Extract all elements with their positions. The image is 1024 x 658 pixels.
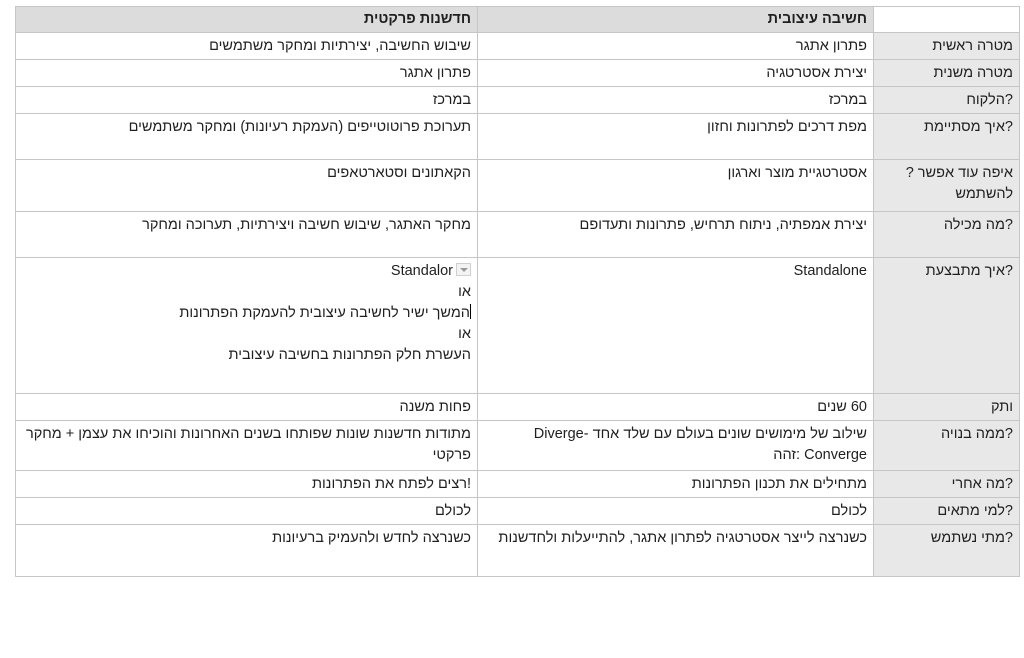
row-label[interactable]: ?מתי נשתמש — [874, 525, 1020, 577]
cell-line-text: המשך ישיר לחשיבה עיצובית להעמקת הפתרונות — [179, 305, 470, 321]
comparison-table — [15, 6, 1020, 577]
cell-practical-innovation[interactable]: כשנרצה לחדש ולהעמיק ברעיונות — [16, 525, 478, 577]
cell-line: או — [458, 284, 471, 300]
cell-practical-innovation[interactable]: מחקר האתגר, שיבוש חשיבה ויצירתיות, תערוכה ומחקר — [16, 212, 478, 258]
cell-practical-innovation[interactable]: פתרון אתגר — [16, 60, 478, 87]
cell-design-thinking[interactable]: 60 שנים — [478, 394, 874, 421]
cell-design-thinking[interactable]: מתחילים את תכנון הפתרונות — [478, 471, 874, 498]
cell-line: העשרת חלק הפתרונות בחשיבה עיצובית — [228, 347, 471, 363]
row-label[interactable]: איפה עוד אפשר ?להשתמש — [874, 160, 1020, 212]
cell-design-thinking[interactable]: שילוב של מימושים שונים בעולם עם שלד אחד Diverge-Converge :זהה — [478, 421, 874, 471]
header-row — [16, 7, 1020, 33]
dropdown-arrow-icon[interactable] — [456, 263, 471, 276]
row-label[interactable]: ?מה אחרי — [874, 471, 1020, 498]
table-row — [16, 212, 1020, 258]
row-label[interactable]: מטרה משנית — [874, 60, 1020, 87]
cell-design-thinking[interactable]: Standalone — [478, 258, 874, 394]
row-label[interactable]: ?איך מסתיימת — [874, 114, 1020, 160]
cell-design-thinking[interactable]: יצירת אסטרטגיה — [478, 60, 874, 87]
table-row — [16, 160, 1020, 212]
table-row — [16, 87, 1020, 114]
table-row — [16, 114, 1020, 160]
cell-design-thinking[interactable]: אסטרטגיית מוצר וארגון — [478, 160, 874, 212]
cell-line — [22, 261, 471, 282]
row-label[interactable]: ?מה מכילה — [874, 212, 1020, 258]
table-row — [16, 60, 1020, 87]
cell-design-thinking[interactable]: במרכז — [478, 87, 874, 114]
cell-practical-innovation-multiline[interactable] — [16, 258, 478, 394]
table-row — [16, 394, 1020, 421]
cell-line-text: Standalor — [390, 263, 453, 279]
table-row — [16, 421, 1020, 471]
row-label[interactable]: ?ממה בנויה — [874, 421, 1020, 471]
row-label[interactable]: ?הלקוח — [874, 87, 1020, 114]
cell-design-thinking[interactable]: לכולם — [478, 498, 874, 525]
row-label[interactable]: מטרה ראשית — [874, 33, 1020, 60]
cell-line: או — [458, 326, 471, 342]
cell-practical-innovation[interactable]: במרכז — [16, 87, 478, 114]
spreadsheet — [16, 6, 1020, 577]
cell-design-thinking[interactable]: פתרון אתגר — [478, 33, 874, 60]
table-row — [16, 525, 1020, 577]
cell-practical-innovation[interactable]: פחות משנה — [16, 394, 478, 421]
header-practical-innovation[interactable]: חדשנות פרקטית — [16, 7, 478, 33]
cell-practical-innovation[interactable]: תערוכת פרוטוטייפים (העמקת רעיונות) ומחקר משתמשים — [16, 114, 478, 160]
header-corner-cell[interactable] — [874, 7, 1020, 33]
cell-practical-innovation[interactable]: מתודות חדשנות שונות שפותחו בשנים האחרונות והוכיחו את עצמן + מחקר פרקטי — [16, 421, 478, 471]
table-row — [16, 258, 1020, 394]
cell-practical-innovation[interactable]: הקאתונים וסטארטאפים — [16, 160, 478, 212]
table-row — [16, 471, 1020, 498]
cell-practical-innovation[interactable]: לכולם — [16, 498, 478, 525]
row-label[interactable]: ותק — [874, 394, 1020, 421]
cell-practical-innovation[interactable]: שיבוש החשיבה, יצירתיות ומחקר משתמשים — [16, 33, 478, 60]
cell-design-thinking[interactable]: כשנרצה לייצר אסטרטגיה לפתרון אתגר, להתייעלות ולחדשנות — [478, 525, 874, 577]
row-label[interactable]: ?למי מתאים — [874, 498, 1020, 525]
text-cursor — [470, 304, 471, 319]
table-row — [16, 33, 1020, 60]
cell-practical-innovation[interactable]: !רצים לפתח את הפתרונות — [16, 471, 478, 498]
row-label[interactable]: ?איך מתבצעת — [874, 258, 1020, 394]
cell-design-thinking[interactable]: יצירת אמפתיה, ניתוח תרחיש, פתרונות ותעדופם — [478, 212, 874, 258]
table-row — [16, 498, 1020, 525]
cell-design-thinking[interactable]: מפת דרכים לפתרונות וחזון — [478, 114, 874, 160]
header-design-thinking[interactable]: חשיבה עיצובית — [478, 7, 874, 33]
cell-line — [22, 303, 471, 324]
